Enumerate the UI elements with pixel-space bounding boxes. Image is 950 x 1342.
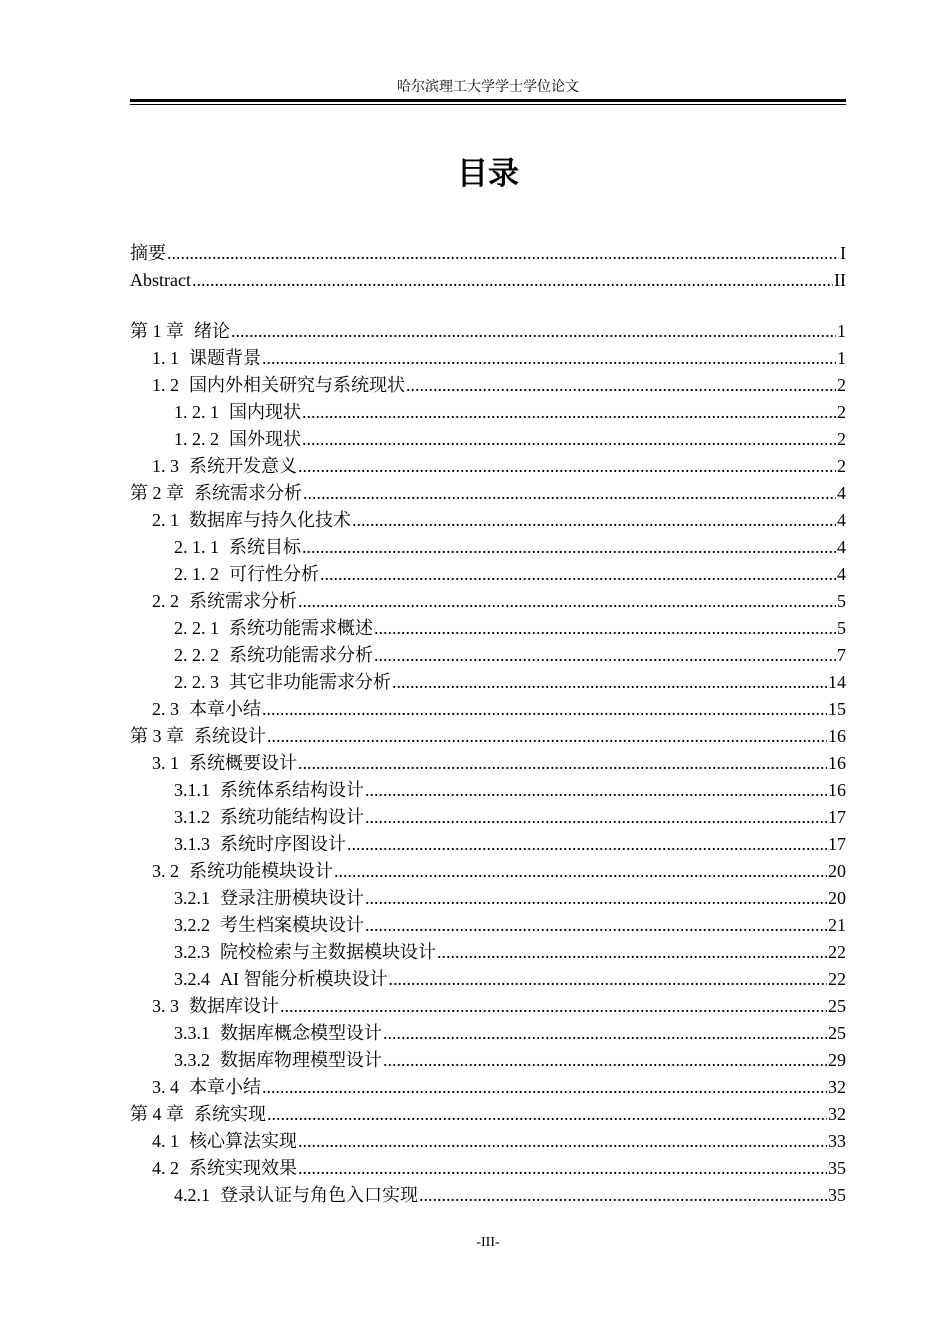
toc-entry-page: 4	[837, 510, 846, 530]
toc-entry-title: AI 智能分析模块设计	[220, 969, 388, 989]
toc-dot-leader	[298, 588, 836, 615]
toc-entry-number: 第 3 章	[130, 726, 184, 746]
toc-entry-title: 课题背景	[189, 348, 261, 368]
toc-dot-leader	[298, 453, 836, 480]
toc-entry-title: 院校检索与主数据模块设计	[220, 942, 436, 962]
toc-entry-page: 1	[837, 321, 846, 341]
toc-entry-title: 国外现状	[229, 429, 301, 449]
toc-entry[interactable]	[130, 669, 846, 696]
toc-entry-label	[130, 267, 191, 294]
toc-entry[interactable]	[130, 534, 846, 561]
toc-entry-number: 3. 1	[152, 753, 179, 773]
toc-entry-number: 2. 1. 2	[174, 564, 219, 584]
toc-dot-leader	[365, 804, 827, 831]
toc-entry-label	[152, 345, 261, 372]
toc-dot-leader	[303, 480, 836, 507]
toc-entry[interactable]	[130, 885, 846, 912]
toc-dot-leader	[383, 1020, 827, 1047]
toc-entry-page: 7	[837, 645, 846, 665]
toc-entry-title: 数据库设计	[189, 996, 279, 1016]
toc-entry[interactable]	[130, 240, 846, 267]
toc-entry-number: 2. 1. 1	[174, 537, 219, 557]
toc-entry-number: 第 2 章	[130, 483, 184, 503]
toc-entry-page: 15	[828, 699, 846, 719]
toc-entry-page: 20	[828, 888, 846, 908]
toc-dot-leader	[267, 1101, 827, 1128]
toc-dot-leader	[437, 939, 827, 966]
toc-entry-page: 4	[837, 483, 846, 503]
toc-entry[interactable]	[130, 750, 846, 777]
toc-dot-leader	[392, 669, 827, 696]
toc-entry-title: 系统功能模块设计	[189, 861, 333, 881]
toc-entry-number: 第 1 章	[130, 321, 184, 341]
toc-dot-leader	[231, 318, 836, 345]
toc-entry[interactable]	[130, 1182, 846, 1209]
page-number: -III-	[476, 1235, 500, 1250]
toc-entry-title: 国内现状	[229, 402, 301, 422]
toc-entry-title: 系统功能结构设计	[220, 807, 364, 827]
toc-entry-page: 14	[828, 672, 846, 692]
table-of-contents	[130, 240, 846, 1209]
toc-entry-label	[130, 240, 166, 267]
toc-entry-page: 20	[828, 861, 846, 881]
toc-entry-title: 本章小结	[189, 699, 261, 719]
toc-entry-number: 4. 1	[152, 1131, 179, 1151]
toc-entry-number: 2. 2	[152, 591, 179, 611]
toc-entry-page: 29	[828, 1050, 846, 1070]
toc-entry[interactable]	[130, 858, 846, 885]
toc-entry-title: 系统体系结构设计	[220, 780, 364, 800]
toc-entry-number: 4. 2	[152, 1158, 179, 1178]
toc-entry[interactable]	[130, 345, 846, 372]
toc-dot-leader	[365, 912, 827, 939]
toc-dot-leader	[262, 696, 827, 723]
toc-entry-number: 1. 2. 2	[174, 429, 219, 449]
toc-entry-label	[174, 534, 301, 561]
toc-entry-label	[174, 939, 436, 966]
toc-entry-label	[130, 723, 266, 750]
toc-entry-label	[174, 669, 391, 696]
toc-entry-label	[152, 1155, 297, 1182]
toc-entry-label	[174, 804, 364, 831]
toc-entry-title: 系统概要设计	[189, 753, 297, 773]
toc-entry-title: 系统开发意义	[189, 456, 297, 476]
toc-entry-page: II	[834, 270, 846, 290]
toc-dot-leader	[262, 345, 836, 372]
toc-entry-number: 3.3.1	[174, 1023, 210, 1043]
toc-entry-title: 本章小结	[189, 1077, 261, 1097]
toc-dot-leader	[383, 1047, 827, 1074]
toc-entry-label	[174, 1047, 382, 1074]
toc-entry[interactable]	[130, 723, 846, 750]
toc-entry-number: 2. 3	[152, 699, 179, 719]
toc-entry-title: 数据库与持久化技术	[189, 510, 351, 530]
toc-entry-number: 1. 2. 1	[174, 402, 219, 422]
toc-entry[interactable]	[130, 1101, 846, 1128]
toc-entry[interactable]	[130, 642, 846, 669]
toc-entry-title: 核心算法实现	[189, 1131, 297, 1151]
toc-entry-page: 32	[828, 1077, 846, 1097]
toc-entry-page: 25	[828, 996, 846, 1016]
toc-entry[interactable]	[130, 588, 846, 615]
toc-entry-label	[152, 453, 297, 480]
toc-entry-label	[174, 1182, 418, 1209]
toc-entry[interactable]	[130, 453, 846, 480]
toc-dot-leader	[298, 750, 827, 777]
toc-entry-label	[130, 480, 302, 507]
toc-dot-leader	[374, 615, 836, 642]
toc-entry-page: 2	[837, 456, 846, 476]
toc-dot-leader	[267, 723, 827, 750]
toc-entry-label	[174, 1020, 382, 1047]
page-title: 目录	[457, 156, 519, 192]
toc-entry[interactable]	[130, 318, 846, 345]
toc-dot-leader	[352, 507, 836, 534]
toc-entry-label	[152, 858, 333, 885]
toc-entry-label	[152, 750, 297, 777]
toc-entry[interactable]	[130, 480, 846, 507]
toc-entry-label	[152, 1128, 297, 1155]
toc-entry-label	[174, 912, 364, 939]
toc-entry-number: 第 4 章	[130, 1104, 184, 1124]
toc-entry-number: 2. 2. 2	[174, 645, 219, 665]
toc-entry-title: 系统实现效果	[189, 1158, 297, 1178]
toc-entry-label	[174, 561, 319, 588]
toc-entry[interactable]	[130, 615, 846, 642]
header-rule-thin	[130, 104, 846, 105]
toc-entry-number: 4.2.1	[174, 1185, 210, 1205]
toc-entry-label	[174, 885, 364, 912]
toc-entry-title: 数据库物理模型设计	[220, 1050, 382, 1070]
toc-entry[interactable]	[130, 939, 846, 966]
toc-entry-label	[174, 615, 373, 642]
toc-entry[interactable]	[130, 1020, 846, 1047]
toc-entry-number: 3. 4	[152, 1077, 179, 1097]
toc-dot-leader	[347, 831, 827, 858]
toc-entry-label	[152, 696, 261, 723]
toc-entry-title: Abstract	[130, 270, 191, 290]
toc-entry[interactable]	[130, 426, 846, 453]
toc-dot-leader	[365, 885, 827, 912]
toc-entry-page: 35	[828, 1158, 846, 1178]
toc-entry-label	[152, 507, 351, 534]
toc-entry[interactable]	[130, 399, 846, 426]
toc-entry-number: 3.3.2	[174, 1050, 210, 1070]
toc-entry-title: 系统设计	[194, 726, 266, 746]
toc-entry[interactable]	[130, 507, 846, 534]
toc-dot-leader	[262, 1074, 827, 1101]
running-header: 哈尔滨理工大学学士学位论文	[397, 80, 579, 95]
toc-entry-page: 2	[837, 429, 846, 449]
toc-entry-title: 系统目标	[229, 537, 301, 557]
toc-entry-page: 5	[837, 591, 846, 611]
toc-dot-leader	[302, 426, 836, 453]
toc-entry[interactable]	[130, 1128, 846, 1155]
toc-dot-leader	[280, 993, 827, 1020]
toc-entry-title: 摘要	[130, 243, 166, 263]
toc-entry-page: I	[840, 243, 846, 263]
toc-dot-leader	[389, 966, 828, 993]
toc-entry-page: 4	[837, 537, 846, 557]
toc-entry[interactable]	[130, 966, 846, 993]
toc-entry-number: 3.2.4	[174, 969, 210, 989]
toc-entry-number: 2. 2. 3	[174, 672, 219, 692]
toc-entry[interactable]	[130, 372, 846, 399]
toc-entry[interactable]	[130, 912, 846, 939]
toc-entry-page: 1	[837, 348, 846, 368]
toc-entry-title: 系统需求分析	[194, 483, 302, 503]
toc-entry-title: 登录认证与角色入口实现	[220, 1185, 418, 1205]
toc-entry-number: 3.1.3	[174, 834, 210, 854]
toc-entry-label	[174, 642, 373, 669]
toc-entry-title: 系统功能需求分析	[229, 645, 373, 665]
toc-entry-number: 2. 1	[152, 510, 179, 530]
toc-entry-page: 16	[828, 753, 846, 773]
toc-entry-label	[152, 588, 297, 615]
toc-entry-label	[152, 1074, 261, 1101]
toc-entry-label	[174, 777, 364, 804]
toc-entry[interactable]	[130, 561, 846, 588]
toc-entry-page: 35	[828, 1185, 846, 1205]
toc-entry-title: 其它非功能需求分析	[229, 672, 391, 692]
toc-entry-number: 3.2.2	[174, 915, 210, 935]
toc-entry-page: 25	[828, 1023, 846, 1043]
toc-dot-leader	[419, 1182, 827, 1209]
toc-dot-leader	[167, 240, 839, 267]
toc-entry-label	[174, 426, 301, 453]
toc-entry-title: 系统功能需求概述	[229, 618, 373, 638]
toc-entry-page: 16	[828, 780, 846, 800]
toc-dot-leader	[334, 858, 827, 885]
toc-entry-page: 2	[837, 402, 846, 422]
toc-entry[interactable]	[130, 1074, 846, 1101]
toc-entry-number: 1. 1	[152, 348, 179, 368]
toc-entry[interactable]	[130, 804, 846, 831]
toc-dot-leader	[302, 534, 836, 561]
toc-entry[interactable]	[130, 267, 846, 294]
toc-entry-number: 3. 2	[152, 861, 179, 881]
toc-entry-number: 3.1.1	[174, 780, 210, 800]
toc-dot-leader	[374, 642, 836, 669]
toc-entry-label	[130, 1101, 266, 1128]
toc-entry-page: 21	[828, 915, 846, 935]
toc-entry-label	[152, 372, 405, 399]
toc-entry-page: 22	[828, 969, 846, 989]
toc-entry-page: 4	[837, 564, 846, 584]
toc-dot-leader	[406, 372, 836, 399]
toc-dot-leader	[298, 1155, 827, 1182]
toc-entry-label	[174, 399, 301, 426]
toc-entry[interactable]	[130, 831, 846, 858]
toc-entry[interactable]	[130, 696, 846, 723]
toc-entry[interactable]	[130, 777, 846, 804]
toc-dot-leader	[298, 1128, 827, 1155]
toc-entry-page: 17	[828, 834, 846, 854]
toc-entry-label	[130, 318, 230, 345]
toc-entry-number: 3.1.2	[174, 807, 210, 827]
toc-dot-leader	[192, 267, 833, 294]
toc-entry[interactable]	[130, 1047, 846, 1074]
toc-entry-number: 3.2.1	[174, 888, 210, 908]
toc-entry-label	[174, 966, 388, 993]
toc-entry-title: 可行性分析	[229, 564, 319, 584]
toc-entry-title: 绪论	[194, 321, 230, 341]
header-rule-thick	[130, 99, 846, 102]
toc-entry-number: 1. 2	[152, 375, 179, 395]
toc-entry-title: 国内外相关研究与系统现状	[189, 375, 405, 395]
toc-entry-page: 32	[828, 1104, 846, 1124]
toc-entry-number: 1. 3	[152, 456, 179, 476]
toc-entry-label	[174, 831, 346, 858]
toc-entry-page: 16	[828, 726, 846, 746]
toc-entry-page: 5	[837, 618, 846, 638]
toc-entry-title: 数据库概念模型设计	[220, 1023, 382, 1043]
toc-entry-title: 系统需求分析	[189, 591, 297, 611]
toc-dot-leader	[365, 777, 827, 804]
toc-entry-number: 3. 3	[152, 996, 179, 1016]
toc-dot-leader	[320, 561, 836, 588]
toc-dot-leader	[302, 399, 836, 426]
toc-entry-page: 17	[828, 807, 846, 827]
toc-entry-page: 2	[837, 375, 846, 395]
toc-entry[interactable]	[130, 993, 846, 1020]
toc-entry-number: 2. 2. 1	[174, 618, 219, 638]
toc-entry[interactable]	[130, 1155, 846, 1182]
toc-entry-title: 登录注册模块设计	[220, 888, 364, 908]
toc-entry-number: 3.2.3	[174, 942, 210, 962]
toc-entry-title: 系统实现	[194, 1104, 266, 1124]
toc-entry-title: 考生档案模块设计	[220, 915, 364, 935]
toc-entry-page: 33	[828, 1131, 846, 1151]
toc-entry-title: 系统时序图设计	[220, 834, 346, 854]
toc-entry-label	[152, 993, 279, 1020]
toc-entry-page: 22	[828, 942, 846, 962]
